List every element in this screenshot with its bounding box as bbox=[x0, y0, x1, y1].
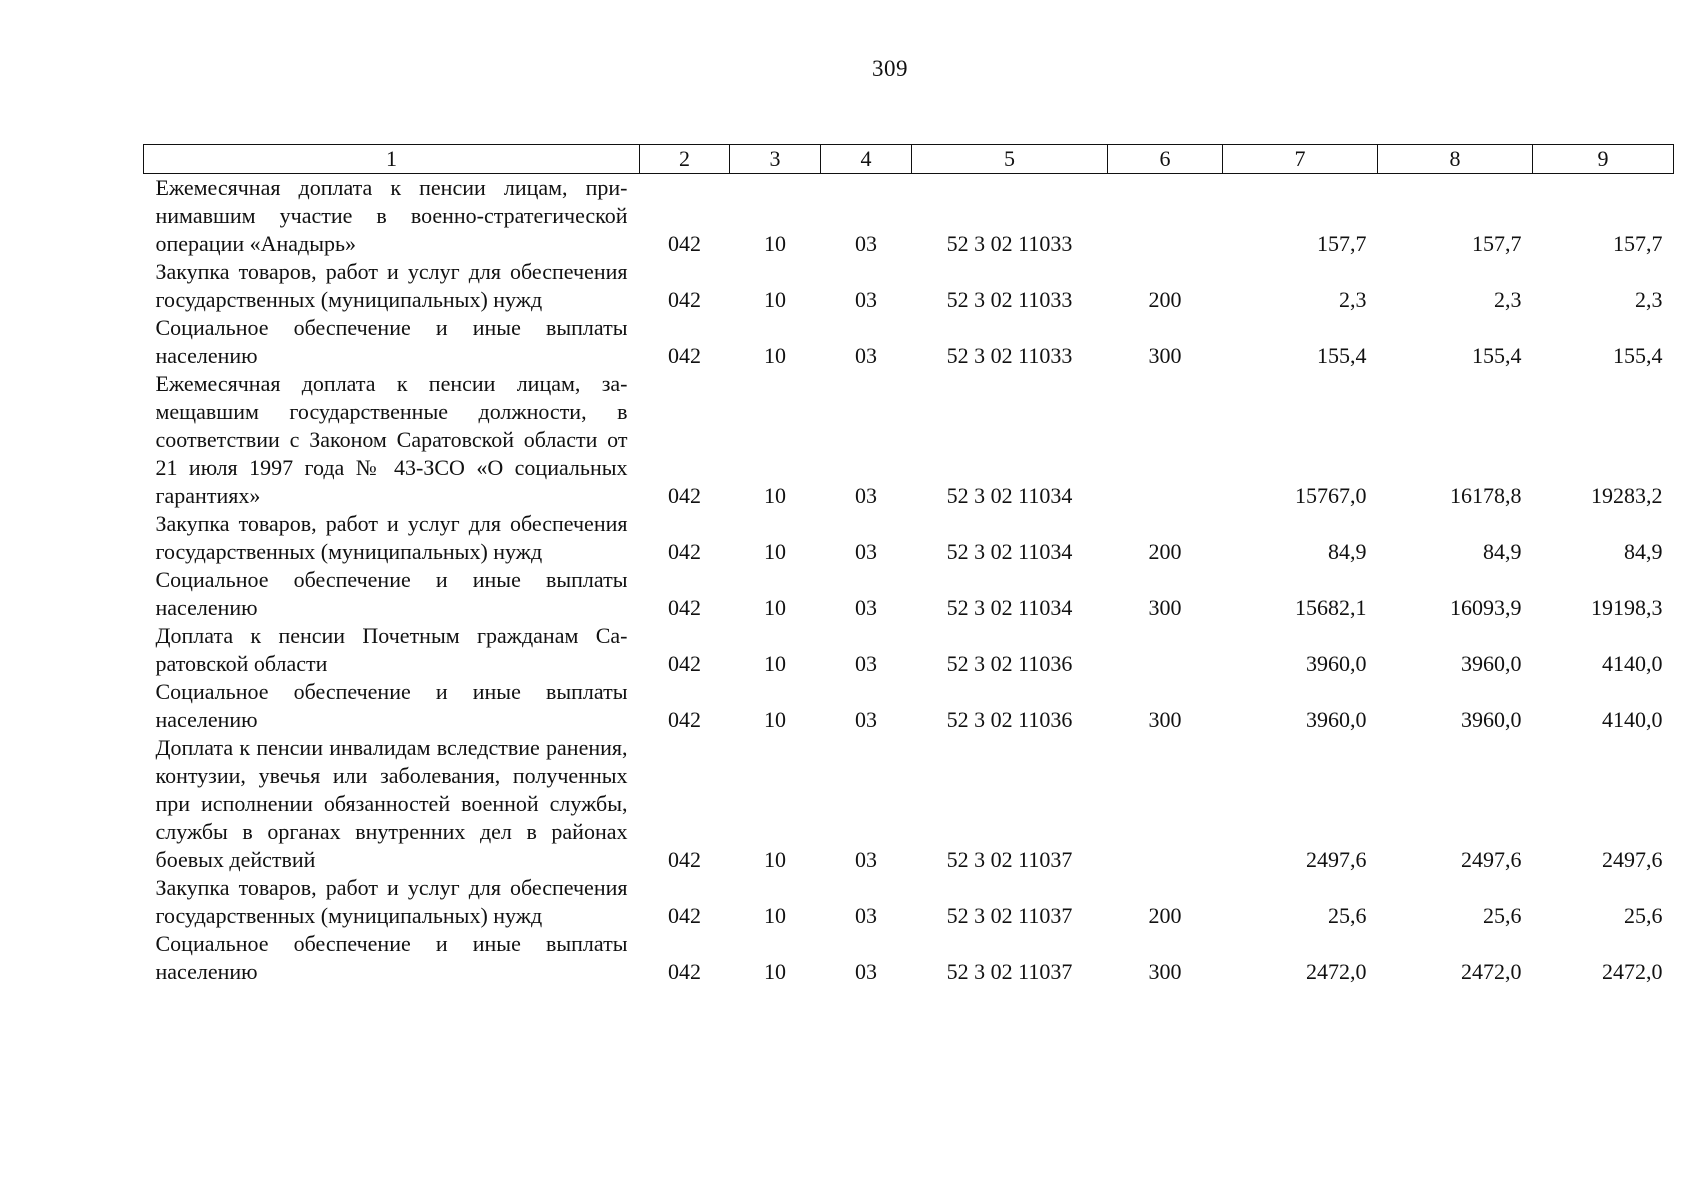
row-amount-col8: 157,7 bbox=[1472, 231, 1522, 256]
row-description: Доплата к пенсии Почетным гражданам Саратовской области bbox=[155, 623, 628, 676]
table-row bbox=[144, 258, 1674, 314]
row-amount-col9: 2497,6 bbox=[1602, 847, 1663, 872]
row-amount-col7: 2497,6 bbox=[1306, 847, 1367, 872]
row-amount-col8: 2,3 bbox=[1494, 287, 1522, 312]
row-amount-col8: 3960,0 bbox=[1461, 651, 1522, 676]
row-expense-type: 200 bbox=[1148, 903, 1182, 928]
row-ministry-code: 042 bbox=[668, 483, 701, 508]
row-expense-type bbox=[1108, 734, 1223, 874]
row-section-code: 10 bbox=[764, 847, 786, 872]
row-description: Социальное обеспечение и иные выплаты населению bbox=[155, 567, 628, 620]
row-section-code: 10 bbox=[764, 483, 786, 508]
row-amount-col8: 25,6 bbox=[1483, 903, 1522, 928]
row-expense-type: 200 bbox=[1148, 539, 1182, 564]
row-target-article: 52 3 02 11034 bbox=[946, 539, 1073, 564]
row-ministry-code: 042 bbox=[668, 595, 701, 620]
row-amount-col7: 84,9 bbox=[1328, 539, 1367, 564]
row-expense-type bbox=[1108, 622, 1223, 678]
row-section-code: 10 bbox=[764, 287, 786, 312]
row-description: Доплата к пенсии инвалидам вследствие ранения, контузии, увечья или заболевания, полученных при исполнении обязанностей военной службы, службы в органах внутренних дел в районах боевых действий bbox=[155, 735, 628, 872]
row-amount-col7: 3960,0 bbox=[1306, 651, 1367, 676]
table-row bbox=[144, 874, 1674, 930]
row-amount-col9: 19283,2 bbox=[1591, 483, 1663, 508]
row-description: Социальное обеспечение и иные выплаты населению bbox=[155, 315, 628, 368]
row-ministry-code: 042 bbox=[668, 847, 701, 872]
row-amount-col8: 3960,0 bbox=[1461, 707, 1522, 732]
row-amount-col9: 155,4 bbox=[1613, 343, 1663, 368]
page-number: 309 bbox=[872, 56, 908, 81]
table-body bbox=[144, 174, 1674, 987]
row-section-code: 10 bbox=[764, 903, 786, 928]
row-ministry-code: 042 bbox=[668, 287, 701, 312]
row-expense-type: 200 bbox=[1148, 287, 1182, 312]
row-amount-col8: 84,9 bbox=[1483, 539, 1522, 564]
row-expense-type: 300 bbox=[1148, 707, 1182, 732]
row-amount-col9: 4140,0 bbox=[1602, 707, 1663, 732]
header-cell-5: 5 bbox=[912, 145, 1108, 174]
row-amount-col9: 84,9 bbox=[1624, 539, 1663, 564]
header-cell-1: 1 bbox=[144, 145, 640, 174]
row-target-article: 52 3 02 11033 bbox=[946, 231, 1073, 256]
row-target-article: 52 3 02 11033 bbox=[946, 343, 1073, 368]
row-target-article: 52 3 02 11037 bbox=[946, 959, 1073, 984]
table-row bbox=[144, 678, 1674, 734]
row-subsection-code: 03 bbox=[855, 903, 877, 928]
row-target-article: 52 3 02 11034 bbox=[946, 483, 1073, 508]
row-ministry-code: 042 bbox=[668, 903, 701, 928]
row-ministry-code: 042 bbox=[668, 707, 701, 732]
row-expense-type bbox=[1108, 174, 1223, 259]
row-amount-col8: 155,4 bbox=[1472, 343, 1522, 368]
row-target-article: 52 3 02 11033 bbox=[946, 287, 1073, 312]
row-amount-col7: 15682,1 bbox=[1295, 595, 1367, 620]
table-header bbox=[144, 145, 1674, 174]
row-ministry-code: 042 bbox=[668, 343, 701, 368]
row-subsection-code: 03 bbox=[855, 707, 877, 732]
row-description: Социальное обеспечение и иные выплаты населению bbox=[155, 931, 628, 984]
table-row bbox=[144, 622, 1674, 678]
row-ministry-code: 042 bbox=[668, 959, 701, 984]
row-target-article: 52 3 02 11034 bbox=[946, 595, 1073, 620]
row-ministry-code: 042 bbox=[668, 539, 701, 564]
header-cell-7: 7 bbox=[1223, 145, 1378, 174]
row-subsection-code: 03 bbox=[855, 847, 877, 872]
row-ministry-code: 042 bbox=[668, 651, 701, 676]
row-description: Закупка товаров, работ и услуг для обеспечения государственных (муниципальных) нужд bbox=[155, 875, 628, 928]
row-target-article: 52 3 02 11036 bbox=[946, 651, 1073, 676]
row-amount-col8: 2497,6 bbox=[1461, 847, 1522, 872]
table-row bbox=[144, 930, 1674, 986]
row-amount-col9: 2,3 bbox=[1635, 287, 1663, 312]
row-subsection-code: 03 bbox=[855, 539, 877, 564]
header-cell-3: 3 bbox=[730, 145, 821, 174]
header-cell-9: 9 bbox=[1533, 145, 1674, 174]
header-cell-6: 6 bbox=[1108, 145, 1223, 174]
row-description: Закупка товаров, работ и услуг для обеспечения государственных (муниципальных) нужд bbox=[155, 259, 628, 312]
row-amount-col9: 19198,3 bbox=[1591, 595, 1663, 620]
row-expense-type: 300 bbox=[1148, 595, 1182, 620]
header-cell-2: 2 bbox=[640, 145, 730, 174]
row-subsection-code: 03 bbox=[855, 595, 877, 620]
row-amount-col7: 25,6 bbox=[1328, 903, 1367, 928]
row-target-article: 52 3 02 11037 bbox=[946, 903, 1073, 928]
row-description: Социальное обеспечение и иные выплаты населению bbox=[155, 679, 628, 732]
row-amount-col9: 25,6 bbox=[1624, 903, 1663, 928]
row-section-code: 10 bbox=[764, 707, 786, 732]
row-section-code: 10 bbox=[764, 959, 786, 984]
row-amount-col8: 16093,9 bbox=[1450, 595, 1522, 620]
header-row bbox=[144, 145, 1674, 174]
row-target-article: 52 3 02 11037 bbox=[946, 847, 1073, 872]
row-amount-col8: 16178,8 bbox=[1450, 483, 1522, 508]
row-section-code: 10 bbox=[764, 539, 786, 564]
row-amount-col8: 2472,0 bbox=[1461, 959, 1522, 984]
row-amount-col7: 155,4 bbox=[1317, 343, 1367, 368]
row-expense-type bbox=[1108, 370, 1223, 510]
row-amount-col9: 2472,0 bbox=[1602, 959, 1663, 984]
row-expense-type: 300 bbox=[1148, 959, 1182, 984]
row-section-code: 10 bbox=[764, 595, 786, 620]
table-row bbox=[144, 314, 1674, 370]
table-row bbox=[144, 510, 1674, 566]
row-description: Ежемесячная доплата к пенсии лицам, замещавшим государственные должности, в соответствии с Законом Саратовской области от 21 июля 1997 года № 43-ЗСО «О социальных гарантиях» bbox=[155, 371, 628, 508]
row-subsection-code: 03 bbox=[855, 959, 877, 984]
row-section-code: 10 bbox=[764, 651, 786, 676]
row-subsection-code: 03 bbox=[855, 651, 877, 676]
row-subsection-code: 03 bbox=[855, 231, 877, 256]
budget-table bbox=[143, 144, 1674, 986]
row-subsection-code: 03 bbox=[855, 343, 877, 368]
row-amount-col9: 157,7 bbox=[1613, 231, 1663, 256]
row-amount-col7: 2,3 bbox=[1339, 287, 1367, 312]
header-cell-4: 4 bbox=[821, 145, 912, 174]
row-section-code: 10 bbox=[764, 343, 786, 368]
row-ministry-code: 042 bbox=[668, 231, 701, 256]
row-amount-col9: 4140,0 bbox=[1602, 651, 1663, 676]
table-row bbox=[144, 566, 1674, 622]
table-row bbox=[144, 370, 1674, 510]
header-cell-8: 8 bbox=[1378, 145, 1533, 174]
row-section-code: 10 bbox=[764, 231, 786, 256]
row-description: Закупка товаров, работ и услуг для обеспечения государственных (муниципальных) нужд bbox=[155, 511, 628, 564]
table-row bbox=[144, 174, 1674, 259]
row-amount-col7: 157,7 bbox=[1317, 231, 1367, 256]
row-subsection-code: 03 bbox=[855, 287, 877, 312]
row-target-article: 52 3 02 11036 bbox=[946, 707, 1073, 732]
row-description: Ежемесячная доплата к пенсии лицам, принимавшим участие в военно-стратегической операции «Анадырь» bbox=[155, 175, 628, 256]
row-expense-type: 300 bbox=[1148, 343, 1182, 368]
row-amount-col7: 15767,0 bbox=[1295, 483, 1367, 508]
row-subsection-code: 03 bbox=[855, 483, 877, 508]
table-row bbox=[144, 734, 1674, 874]
row-amount-col7: 3960,0 bbox=[1306, 707, 1367, 732]
row-amount-col7: 2472,0 bbox=[1306, 959, 1367, 984]
